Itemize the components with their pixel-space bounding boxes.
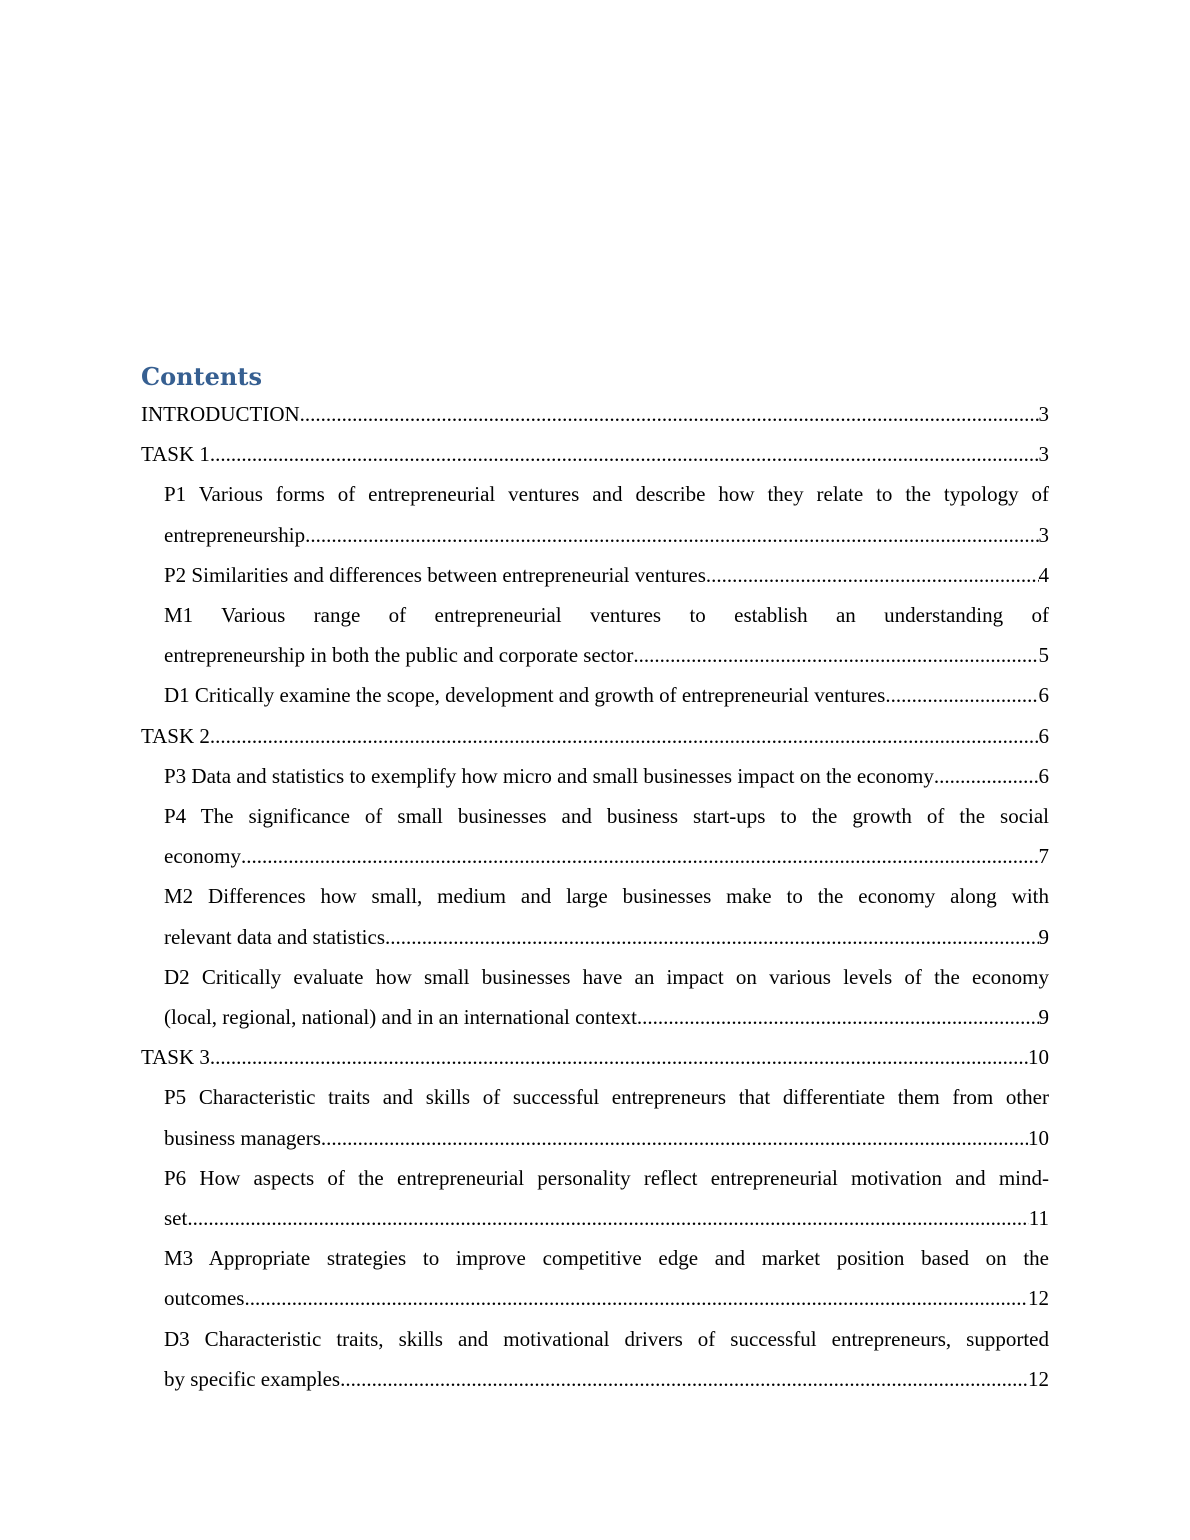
- toc-page-number: 9: [1038, 1005, 1049, 1030]
- dot-leader: [210, 434, 1039, 474]
- toc-page-number: 7: [1038, 844, 1049, 869]
- toc-page-number: 3: [1038, 442, 1049, 467]
- dot-leader: [241, 836, 1039, 876]
- toc-entry-line: [164, 997, 1049, 1037]
- toc-entry-line: [164, 515, 1049, 555]
- toc-entry[interactable]: [141, 1037, 1049, 1077]
- toc-page-number: 6: [1038, 683, 1049, 708]
- toc-entry-text: outcomes: [164, 1286, 245, 1311]
- toc-page-number: 3: [1038, 522, 1049, 547]
- dot-leader: [210, 1037, 1028, 1077]
- document-page: [141, 360, 1049, 1399]
- toc-page-number: 12: [1028, 1286, 1049, 1311]
- toc-entry-text: M2 Differences how small, medium and large businesses make to the economy along with: [164, 884, 1049, 909]
- toc-entry[interactable]: [141, 394, 1049, 434]
- toc-page-number: 10: [1028, 1125, 1049, 1150]
- toc-entry[interactable]: [141, 1238, 1049, 1318]
- dot-leader: [305, 515, 1038, 555]
- toc-entry-text: D2 Critically evaluate how small businesses have an impact on various levels of the economy: [164, 964, 1049, 989]
- dot-leader: [885, 675, 1038, 715]
- dot-leader: [300, 394, 1039, 434]
- toc-entry-line: [164, 1118, 1049, 1158]
- toc-entry-text: D1 Critically examine the scope, development and growth of entrepreneurial ventures: [164, 683, 886, 708]
- dot-leader: [637, 997, 1039, 1037]
- toc-entry-line: [164, 635, 1049, 675]
- toc-page-number: 12: [1028, 1366, 1049, 1391]
- toc-entry-text: INTRODUCTION: [141, 402, 300, 426]
- toc-entry-line: [164, 1198, 1049, 1238]
- toc-entry[interactable]: [141, 756, 1049, 796]
- toc-heading: Contents: [141, 362, 262, 391]
- toc-entry-text: P6 How aspects of the entrepreneurial personality reflect entrepreneurial motivation and mind-: [164, 1165, 1049, 1190]
- toc-entry-text: P4 The significance of small businesses and business start-ups to the growth of the social: [164, 804, 1049, 829]
- dot-leader: [187, 1198, 1028, 1238]
- toc-entry-text: business managers: [164, 1125, 321, 1150]
- toc-entry-text: relevant data and statistics: [164, 924, 386, 949]
- toc-entry-line: [164, 1359, 1049, 1399]
- toc-entry-text: P3 Data and statistics to exemplify how micro and small businesses impact on the economy: [164, 763, 934, 788]
- toc-page-number: 11: [1028, 1206, 1049, 1231]
- toc-page-number: 4: [1038, 562, 1049, 587]
- dot-leader: [244, 1278, 1028, 1318]
- toc-entry-text: entrepreneurship in both the public and corporate sector: [164, 643, 634, 668]
- dot-leader: [706, 555, 1039, 595]
- dot-leader: [934, 756, 1039, 796]
- toc-page-number: 3: [1038, 402, 1049, 426]
- toc-entry[interactable]: [141, 434, 1049, 474]
- toc-entry[interactable]: [141, 675, 1049, 715]
- toc-entry[interactable]: [141, 1077, 1049, 1157]
- toc-entry-text: TASK 3: [141, 1045, 210, 1070]
- toc-entry[interactable]: [141, 1158, 1049, 1238]
- toc-entry-line: [141, 394, 1049, 434]
- toc-entry-line: [164, 555, 1049, 595]
- toc-entry-line: [164, 836, 1049, 876]
- toc-entry[interactable]: [141, 474, 1049, 554]
- toc-page-number: 5: [1038, 643, 1049, 668]
- toc-entry-text: economy: [164, 844, 241, 869]
- toc-entry-text: P5 Characteristic traits and skills of successful entrepreneurs that differentiate them from other: [164, 1085, 1049, 1110]
- toc-entry-line: [164, 917, 1049, 957]
- toc-entry-text: M3 Appropriate strategies to improve competitive edge and market position based on the: [164, 1246, 1049, 1271]
- toc-entry-line: [141, 434, 1049, 474]
- toc-entry[interactable]: [141, 957, 1049, 1037]
- dot-leader: [210, 716, 1039, 756]
- toc-entry-line: [164, 756, 1049, 796]
- toc-page-number: 6: [1038, 763, 1049, 788]
- toc-entry-line: [164, 675, 1049, 715]
- toc-entry-text: TASK 2: [141, 723, 210, 748]
- toc-entry-text: entrepreneurship: [164, 522, 306, 547]
- toc-entry-line: [141, 1037, 1049, 1077]
- toc-page-number: 9: [1038, 924, 1049, 949]
- dot-leader: [321, 1118, 1028, 1158]
- toc-entry[interactable]: [141, 1319, 1049, 1399]
- toc-entry-text: set: [164, 1206, 188, 1231]
- toc-entry-text: D3 Characteristic traits, skills and motivational drivers of successful entrepreneurs, supported: [164, 1326, 1049, 1351]
- dot-leader: [633, 635, 1038, 675]
- toc-entry[interactable]: [141, 876, 1049, 956]
- dot-leader: [340, 1359, 1028, 1399]
- toc-entry-text: TASK 1: [141, 442, 210, 467]
- toc-entry[interactable]: [141, 595, 1049, 675]
- toc-entry-text: (local, regional, national) and in an international context: [164, 1005, 637, 1030]
- toc-entry-text: P1 Various forms of entrepreneurial ventures and describe how they relate to the typology of: [164, 482, 1049, 507]
- dot-leader: [385, 917, 1038, 957]
- toc-page-number: 10: [1028, 1045, 1049, 1070]
- toc-entry-line: [164, 1278, 1049, 1318]
- toc-entry[interactable]: [141, 555, 1049, 595]
- toc-entry-line: [141, 716, 1049, 756]
- toc-entry-text: M1 Various range of entrepreneurial ventures to establish an understanding of: [164, 603, 1049, 628]
- toc-entry[interactable]: [141, 796, 1049, 876]
- toc-page-number: 6: [1038, 723, 1049, 748]
- toc-entry-text: by specific examples: [164, 1366, 341, 1391]
- toc-entry[interactable]: [141, 716, 1049, 756]
- toc-entry-text: P2 Similarities and differences between entrepreneurial ventures: [164, 562, 706, 587]
- table-of-contents: [141, 394, 1049, 1399]
